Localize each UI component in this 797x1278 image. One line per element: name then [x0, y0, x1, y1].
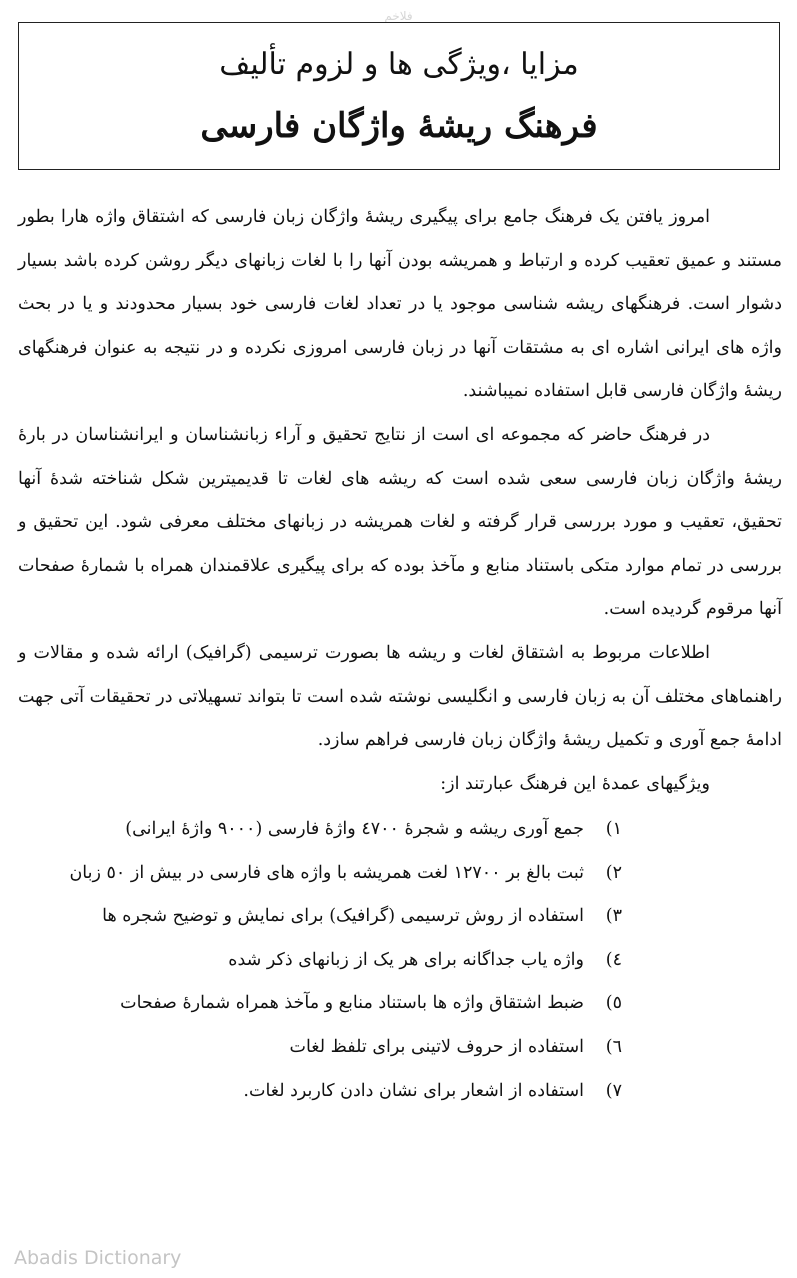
list-item-number: ٤)	[605, 949, 622, 970]
list-item	[40, 1070, 622, 1114]
list-item	[40, 939, 622, 983]
paragraph-features-intro: ویژگیهای عمدهٔ این فرهنگ عبارتند از:	[440, 773, 710, 794]
watermark-top: فلاخم	[384, 9, 413, 23]
list-item	[40, 1026, 622, 1070]
watermark-logo-text: Abadis Dictionary	[14, 1247, 182, 1269]
list-item-number: ٧)	[605, 1080, 622, 1101]
title-line-1: مزایا ،ویژگی ها و لزوم تألیف	[219, 47, 579, 82]
list-item-number: ۱)	[605, 819, 622, 839]
title-line-2: فرهنگ ریشهٔ واژگان فارسی	[200, 106, 598, 146]
list-item	[40, 852, 622, 896]
list-item	[40, 808, 622, 852]
list-item-text: واژه یاب جداگانه برای هر یک از زبانهای ذکر شده	[228, 949, 584, 970]
list-item-number: ٦)	[605, 1036, 622, 1057]
list-item-text: ضبط اشتقاق واژه ها باستناد منابع و مآخذ همراه شمارهٔ صفحات	[120, 993, 584, 1014]
features-list	[40, 808, 622, 1113]
list-item	[40, 982, 622, 1026]
list-item-number: ۳)	[605, 906, 622, 927]
document-body	[18, 196, 782, 806]
paragraph-intro: امروز یافتن یک فرهنگ جامع برای پیگیری ریشهٔ واژگان زبان فارسی که اشتقاق واژه هارا بطور مستند و عمیق تعقیب کرده و ارتباط و همریشه بودن آنها را با لغات زبانهای دیگر روشن کرده باشد بسیار دشوار است. فرهنگهای ریشه شناسی موجود یا در تعداد لغات فارسی خود بسیار محدودند و یا در بحث واژه های ایرانی اشاره ای به مشتقات آنها در زبان فارسی امروزی نکرده و در نتیجه به عنوان فرهنگهای ریشهٔ واژگان فارسی قابل استفاده نمیباشند.	[18, 207, 782, 402]
paragraph-method: در فرهنگ حاضر که مجموعه ای است از نتایج تحقیق و آراء زبانشناسان و ایرانشناسان در بارهٔ ریشهٔ واژگان زبان فارسی سعی شده است که ریشه های لغات تا قدیمیترین شکل شناخته شدهٔ آنها تحقیق، تعقیب و مورد بررسی قرار گرفته و لغات همریشه در زبانهای مختلف معرفی شود. این تحقیق و بررسی در تمام موارد متکی باستناد منابع و مآخذ بوده که برای پیگیری علاقمندان همراه با شمارهٔ صفحات آنها مرقوم گردیده است.	[18, 424, 782, 620]
list-item-text: ثبت بالغ بر ١٢٧٠٠ لغت همریشه با واژه های فارسی در بیش از ٥٠ زبان	[69, 862, 584, 883]
list-item-number: ٥)	[605, 993, 622, 1014]
list-item-text: استفاده از روش ترسیمی (گرافیک) برای نمایش و توضیح شجره ها	[102, 906, 584, 927]
list-item-text: استفاده از اشعار برای نشان دادن کاربرد لغات.	[243, 1080, 584, 1101]
list-item-text: جمع آوری ریشه و شجرهٔ ٤٧٠٠ واژهٔ فارسی (٩٠٠٠ واژهٔ ایرانی)	[125, 819, 584, 839]
title-box	[18, 22, 780, 170]
paragraph-graphics: اطلاعات مربوط به اشتقاق لغات و ریشه ها بصورت ترسیمی (گرافیک) ارائه شده و مقالات و راهنماهای مختلف آن به زبان فارسی و انگلیسی نوشته شده است تا بتواند تسهیلاتی در تحقیقات آتی جهت ادامهٔ جمع آوری و تکمیل ریشهٔ واژگان زبان فارسی فراهم سازد.	[18, 642, 782, 751]
list-item-text: استفاده از حروف لاتینی برای تلفظ لغات	[289, 1036, 584, 1057]
list-item	[40, 895, 622, 939]
list-item-number: ۲)	[605, 862, 622, 883]
